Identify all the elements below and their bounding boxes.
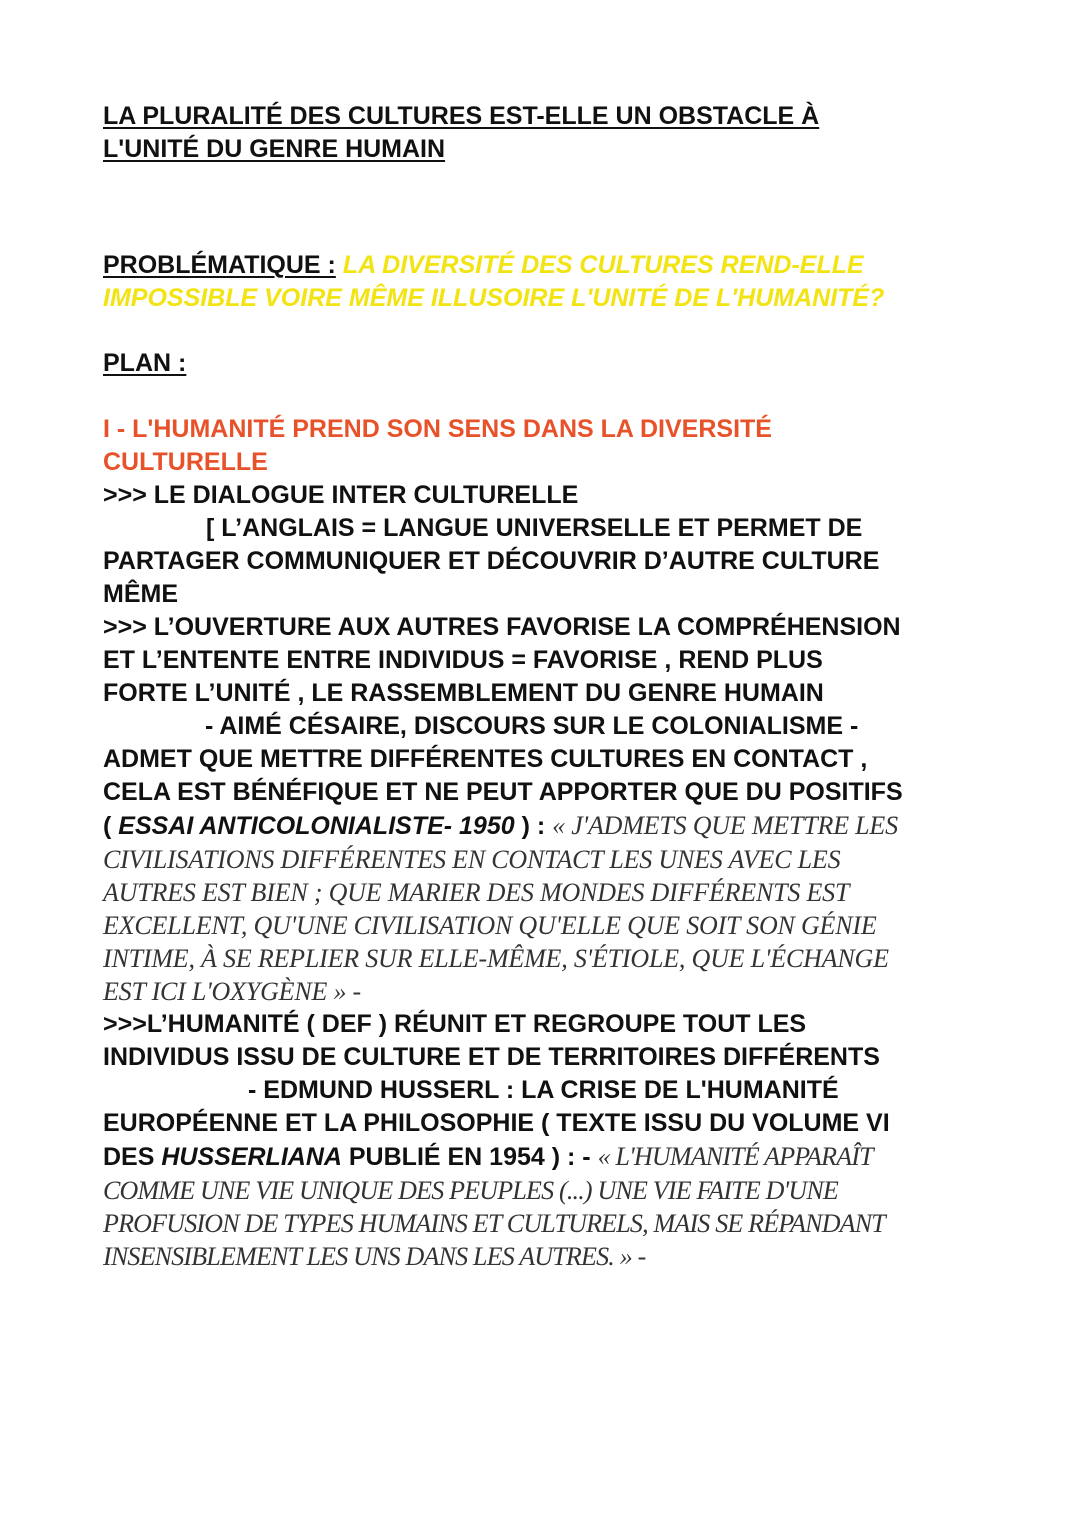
problematique: PROBLÉMATIQUE : LA DIVERSITÉ DES CULTURES REND-ELLE IMPOSSIBLE VOIRE MÊME ILLUSOIRE L'UNITÉ DE L'HUMANITÉ?	[103, 251, 885, 312]
document-body	[103, 100, 983, 1273]
section-heading: I - L'HUMANITÉ PREND SON SENS DANS LA DIVERSITÉ CULTURELLE	[103, 415, 772, 476]
husserl-reference: - EDMUND HUSSERL : LA CRISE DE L'HUMANITÉ	[248, 1076, 839, 1104]
problematique-label: PROBLÉMATIQUE :	[103, 251, 336, 279]
husserl-quote: « L'HUMANITÉ APPARAÎT	[597, 1142, 873, 1171]
point-ouverture: >>> L’OUVERTURE AUX AUTRES FAVORISE LA COMPRÉHENSION ET L’ENTENTE ENTRE INDIVIDUS = FAVORISE , REND PLUS FORTE L’UNITÉ , LE RASSEMBLEMENT DU GENRE HUMAIN - AIMÉ CÉSAIRE, DISCOURS SUR LE COLONIALISME - ADMET QUE METTRE DIFFÉRENTES CULTURES EN CONTACT , CELA EST BÉNÉFIQUE ET NE PEUT APPORTER QUE DU POSITIFS ( ESSAI ANTICOLONIALISTE- 1950 ) : « J'ADMETS QUE METTRE LES CIVILISATIONS DIFFÉRENTES EN CONTACT LES UNES AVEC LES AUTRES EST BIEN ; QUE MARIER DES MONDES DIFFÉRENTS EST EXCELLENT, QU'UNE CIVILISATION QU'ELLE QUE SOIT SON GÉNIE INTIME, À SE REPLIER SUR ELLE-MÊME, S'ÉTIOLE, QUE L'ÉCHANGE EST ICI L'OXYGÈNE » -	[103, 611, 983, 1008]
problematique-text: LA DIVERSITÉ DES CULTURES REND-ELLE	[342, 251, 864, 279]
plan-heading: PLAN :	[103, 349, 187, 377]
point-dialogue: >>> LE DIALOGUE INTER CULTURELLE [ L’ANGLAIS = LANGUE UNIVERSELLE ET PERMET DE PARTAGER COMMUNIQUER ET DÉCOUVRIR D’AUTRE CULTURE MÊME	[103, 481, 880, 608]
point-humanite: >>>L’HUMANITÉ ( DEF ) RÉUNIT ET REGROUPE TOUT LES INDIVIDUS ISSU DE CULTURE ET DE TERRITOIRES DIFFÉRENTS - EDMUND HUSSERL : LA CRISE DE L'HUMANITÉ EUROPÉENNE ET LA PHILOSOPHIE ( TEXTE ISSU DU VOLUME VI DES HUSSERLIANA PUBLIÉ EN 1954 ) : - « L'HUMANITÉ APPARAÎT COMME UNE VIE UNIQUE DES PEUPLES (...) UNE VIE FAITE D'UNE PROFUSION DE TYPES HUMAINS ET CULTURELS, MAIS SE RÉPANDANT INSENSIBLEMENT LES UNS DANS LES AUTRES. » -	[103, 1008, 983, 1273]
cesaire-source: ( ESSAI ANTICOLONIALISTE- 1950 ) : « J'ADMETS QUE METTRE LES	[103, 811, 898, 840]
cesaire-quote: « J'ADMETS QUE METTRE LES	[552, 811, 898, 840]
cesaire-reference: - AIMÉ CÉSAIRE, DISCOURS SUR LE COLONIALISME -	[205, 712, 859, 740]
page-title: LA PLURALITÉ DES CULTURES EST-ELLE UN OBSTACLE À L'UNITÉ DU GENRE HUMAIN	[103, 102, 820, 163]
